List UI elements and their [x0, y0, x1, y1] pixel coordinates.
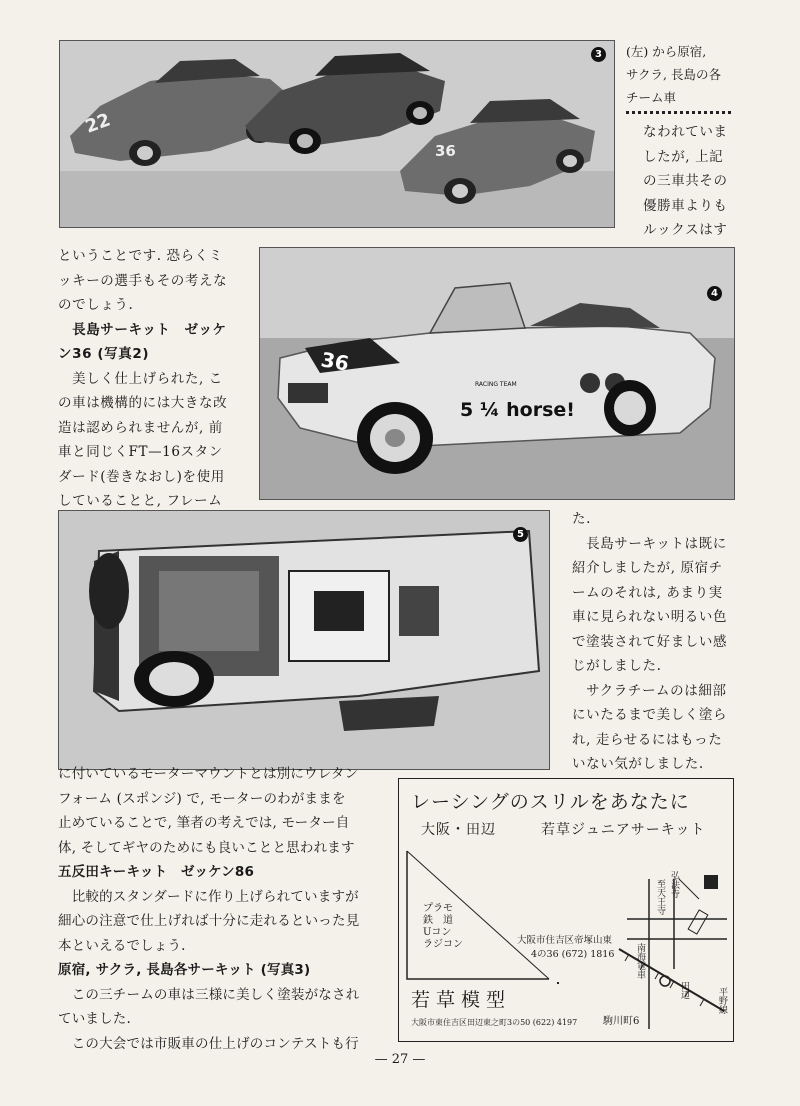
- text-line: 車と同じくFT—16スタン: [58, 444, 223, 460]
- ad-location: 大阪・田辺: [421, 822, 496, 838]
- svg-text:36: 36: [435, 142, 456, 160]
- ad-address-3: 大阪市東住吉区田辺東之町3の50 (622) 4197: [411, 1018, 578, 1027]
- text-line: じがしました.: [572, 658, 662, 674]
- text-line: 美しく仕上げられた, こ: [58, 370, 223, 387]
- map-label-street: 駒川町6: [603, 1016, 640, 1027]
- text-line: いない気がしました.: [572, 756, 704, 772]
- caption-line: チーム車: [626, 90, 677, 105]
- text-line: た.: [572, 511, 591, 527]
- text-line: 細心の注意で仕上げれば十分に走れるといった見: [58, 913, 360, 929]
- photo-chassis: [58, 510, 550, 770]
- ad-circuit: 若草ジュニアサーキット: [541, 822, 706, 838]
- photo-number-4: 4: [707, 286, 722, 301]
- section-heading: 長島サーキット ゼッケ: [58, 321, 227, 338]
- text-line: したが, 上記: [643, 148, 724, 165]
- svg-text:22: 22: [82, 109, 114, 138]
- text-line: 体, そしてギヤのためにも良いことと思われます: [58, 839, 355, 856]
- left-column-block-1: [58, 244, 227, 514]
- map-label-temple: 弘法寺: [669, 871, 679, 898]
- text-line: ームのそれは, あまり実: [572, 584, 723, 601]
- photo-number-5: 5: [513, 527, 528, 542]
- caption-line: サクラ, 長島の各: [626, 67, 721, 82]
- three-cars-illustration: [60, 41, 614, 227]
- text-line: 紹介しましたが, 原宿チ: [572, 560, 723, 576]
- text-line: なわれていま: [643, 124, 728, 140]
- convertible-illustration: [260, 248, 734, 499]
- text-line: ルックスはす: [643, 222, 728, 238]
- section-heading: 原宿, サクラ, 長島各サーキット (写真3): [58, 962, 311, 978]
- side-text-top: [643, 120, 728, 267]
- photo-three-cars: [59, 40, 615, 228]
- photo-number-3: 3: [591, 47, 606, 62]
- page-number: — 27 —: [374, 1052, 426, 1067]
- shop-name: 若草模型: [411, 989, 512, 1011]
- text-line: 造は認められませんが, 前: [58, 419, 223, 436]
- chassis-illustration: [59, 511, 549, 769]
- map-label-line: 平野線: [717, 987, 727, 1014]
- race-number: 36: [319, 347, 351, 376]
- left-column-lower: [58, 762, 359, 1056]
- product-item: Uコン: [423, 927, 452, 938]
- text-line: していることと, フレーム: [58, 493, 223, 509]
- text-line: フォーム (スポンジ) で, モーターのわがままを: [58, 790, 346, 807]
- text-line: サクラチームのは細部: [572, 682, 727, 699]
- text-line: ダード(巻きなおし)を使用: [58, 468, 225, 485]
- map-label-shrine: 至天王寺: [655, 879, 665, 915]
- product-item: プラモ: [423, 903, 453, 914]
- text-line: この大会では市販車の仕上げのコンテストも行: [58, 1035, 359, 1052]
- text-line: の三車共その: [643, 173, 728, 189]
- text-line: ッキーの選手もその考えな: [58, 272, 228, 289]
- text-line: 優勝車よりも: [643, 197, 728, 214]
- text-line: にいたるまで美しく塗ら: [572, 707, 728, 723]
- text-line: で塗装されて好ましい感: [572, 633, 728, 650]
- map-label-tram: 南海電車: [635, 943, 645, 979]
- text-line: に付いているモーターマウントとは別にウレタン: [58, 766, 359, 782]
- map-label-station: 田辺: [679, 981, 689, 999]
- text-line: ということです. 恐らくミ: [58, 248, 223, 264]
- text-line: 車に見られない明るい色: [572, 609, 728, 625]
- ad-address-2: 4の36 (672) 1816: [531, 949, 615, 960]
- text-line: 長島サーキットは既に: [572, 535, 727, 552]
- ad-address-1: 大阪市住吉区帝塚山東: [517, 935, 613, 946]
- text-line: ていました.: [58, 1011, 131, 1027]
- product-item: ラジコン: [423, 939, 463, 950]
- car-tag: 5 ¼ horse!: [460, 399, 575, 421]
- section-heading: ン36 (写真2): [58, 346, 150, 362]
- text-line: れ, 走らせるにはもった: [572, 731, 723, 748]
- ad-headline: レーシングのスリルをあなたに: [411, 791, 690, 813]
- section-heading: 五反田キーキット ゼッケン86: [58, 864, 255, 880]
- photo-convertible: [259, 247, 735, 500]
- team-label: RACING TEAM: [475, 381, 517, 388]
- caption-line: (左) から原宿,: [626, 44, 707, 59]
- text-line: この三チームの車は三様に美しく塗装がなされ: [58, 986, 360, 1003]
- text-line: のでしょう.: [58, 297, 134, 313]
- ad-products: [423, 903, 463, 951]
- text-line: 止めていることで, 筆者の考えでは, モーター自: [58, 815, 350, 831]
- product-item: 鉄 道: [423, 915, 453, 926]
- text-line: 比較的スタンダードに作り上げられていますが: [58, 888, 359, 905]
- text-line: 本といえるでしょう.: [58, 937, 186, 954]
- text-line: の車は機構的には大きな改: [58, 395, 228, 411]
- advertisement: [398, 778, 734, 1042]
- photo-3-caption: [626, 40, 721, 109]
- right-column-mid: [572, 507, 727, 777]
